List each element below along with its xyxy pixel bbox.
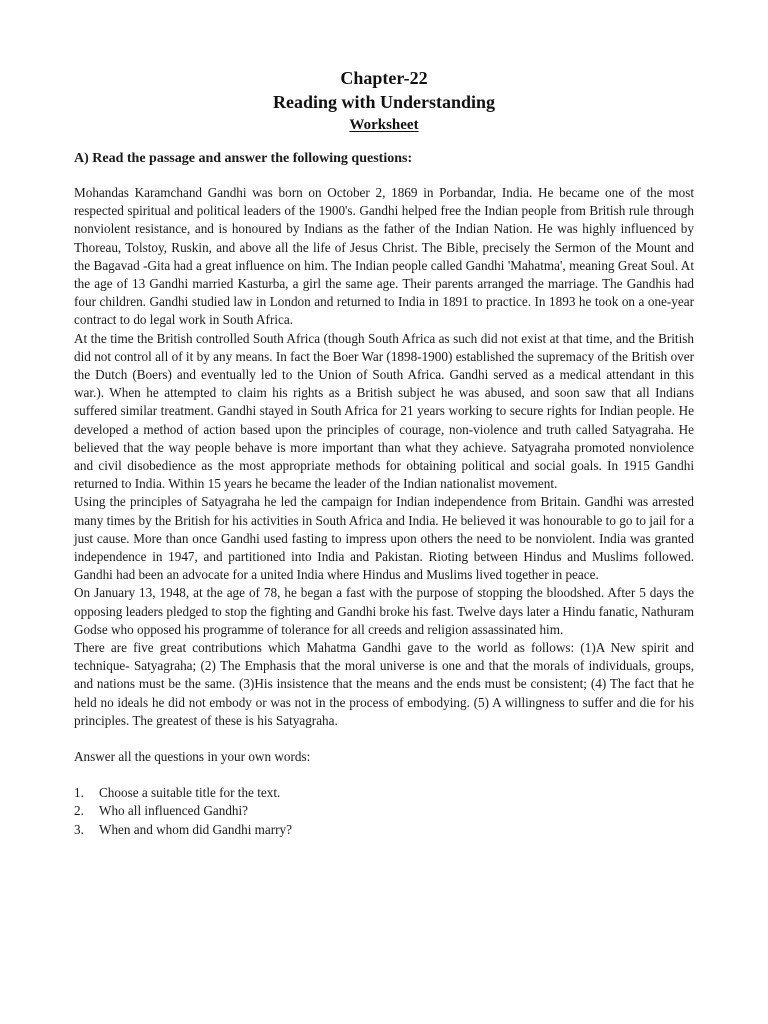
chapter-title: Reading with Understanding <box>272 92 496 112</box>
passage-paragraph-4: On January 13, 1948, at the age of 78, he began a fast with the purpose of stopping the bloodshed. After 5 days the opposing leaders pledged to stop the fighting and Gandhi broke his fast. Twelve days later a Hindu fanatic, Nathuram Godse who opposed his programme of tolerance for all creeds and religion assassinated him. <box>74 585 694 637</box>
question-text: When and whom did Gandhi marry? <box>99 821 292 837</box>
passage-paragraph-1: Mohandas Karamchand Gandhi was born on October 2, 1869 in Porbandar, India. He became one of the most respected spiritual and political leaders of the 1900's. Gandhi helped free the Indian people from British rule through nonviolent resistance, and is honoured by Indians as the father of the Indian Nation. He was highly influenced by Thoreau, Tolstoy, Ruskin, and above all the life of Jesus Christ. The Bible, precisely the Sermon of the Mount and the Bagavad -Gita had a great influence on him. The Indian people called Gandhi 'Mahatma', meaning Great Soul. At the age of 13 Gandhi married Kasturba, a girl the same age. Their parents arranged the marriage. The Gandhis had four children. Gandhi studied law in London and returned to India in 1891 to practice. In 1893 he took on a one-year contract to do legal work in South Africa. <box>74 185 694 328</box>
reading-passage <box>74 184 694 730</box>
chapter-number: Chapter-22 <box>340 68 428 88</box>
question-number: 1. <box>74 785 84 801</box>
passage-paragraph-3: Using the principles of Satyagraha he led the campaign for Indian independence from Britain. Gandhi was arrested many times by the British for his activities in South Africa and India. He believed it was honourable to go to jail for a just cause. More than once Gandhi used fasting to impress upon others the need to be nonviolent. India was granted independence in 1947, and partitioned into India and Pakistan. Rioting between Hindus and Muslims followed. Gandhi had been an advocate for a united India where Hindus and Muslims lived together in peace. <box>74 494 694 583</box>
questions-instruction: Answer all the questions in your own words: <box>74 749 311 765</box>
worksheet-label: Worksheet <box>349 117 419 133</box>
passage-paragraph-5: There are five great contributions which Mahatma Gandhi gave to the world as follows: (1)A New spirit and technique- Satyagraha; (2) The Emphasis that the moral universe is one and that the morals of individuals, groups, and nations must be the same. (3)His insistence that the means and the ends must be consistent; (4) The fact that he held no ideals he did not embody or was not in the process of embodying. (5) A willingness to suffer and die for his principles. The greatest of these is his Satyagraha. <box>74 640 694 728</box>
question-item <box>74 802 694 820</box>
question-text: Choose a suitable title for the text. <box>99 785 281 801</box>
passage-paragraph-2: At the time the British controlled South Africa (though South Africa as such did not exist at that time, and the British did not control all of it by any means. In fact the Boer War (1898-1900) established the supremacy of the British over the Dutch (Boers) and eventually led to the Union of South Africa. Gandhi served as a medical attendant in this war.). When he attempted to claim his rights as a British subject he was abused, and soon saw that all Indians suffered similar treatment. Gandhi stayed in South Africa for 21 years working to secure rights for Indian people. He developed a method of action based upon the principles of courage, non-violence and truth called Satyagraha. He believed that the way people behave is more important than what they achieve. Satyagraha promoted nonviolence and civil disobedience as the most appropriate methods for obtaining political and social goals. In 1915 Gandhi returned to India. Within 15 years he became the leader of the Indian nationalist movement. <box>74 330 694 492</box>
question-item <box>74 784 694 802</box>
question-item <box>74 821 694 839</box>
question-number: 3. <box>74 821 84 837</box>
question-text: Who all influenced Gandhi? <box>99 803 249 819</box>
section-heading: A) Read the passage and answer the following questions: <box>74 151 413 166</box>
question-list <box>74 784 694 839</box>
question-number: 2. <box>74 803 84 819</box>
document-header <box>74 66 694 136</box>
worksheet-page <box>74 66 694 839</box>
